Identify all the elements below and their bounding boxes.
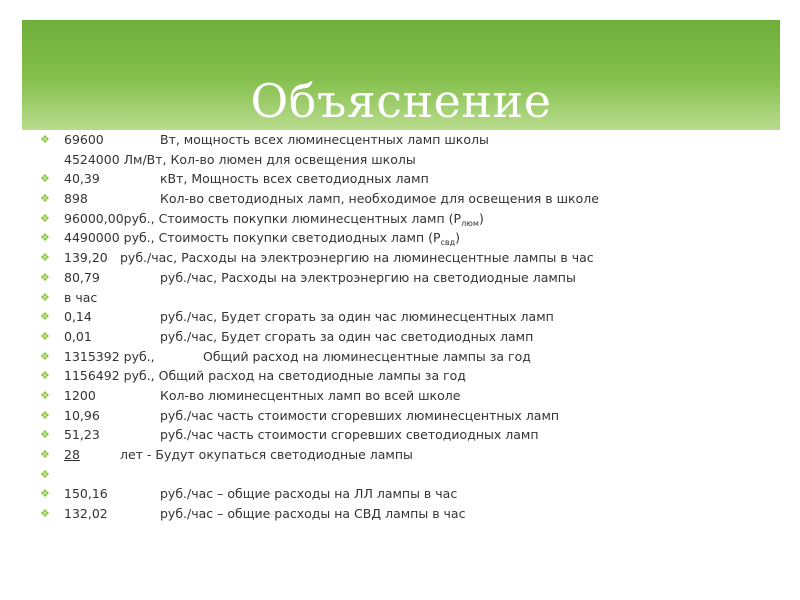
list-item [40,307,760,327]
list-item [40,504,760,524]
bullet-icon: ❖ [40,211,50,225]
list-item [40,189,760,209]
list-item [40,327,760,347]
item-description: Кол-во люминесцентных ламп во всей школе [160,387,461,403]
item-value: 40,39 [64,171,100,187]
item-value: 28 [64,447,80,462]
list-item [40,425,760,445]
list-item [40,130,760,150]
list-item [40,366,760,386]
item-value: 51,23 [64,427,100,443]
item-description: руб./час, Расходы на электроэнергию на светодиодные лампы [160,269,576,285]
item-description: Кол-во светодиодных ламп, необходимое для освещения в школе [160,191,599,207]
bullet-icon: ❖ [40,349,50,363]
item-value: 0,14 [64,309,92,325]
item-description: руб./час, Будет сгорать за один час светодиодных ламп [160,328,534,344]
item-description: лет - Будут окупаться светодиодные лампы [120,447,413,462]
list-item [40,347,760,367]
item-description: руб./час – общие расходы на ЛЛ лампы в час [160,486,458,502]
item-description: Вт, мощность всех люминесцентных ламп школы [160,132,489,147]
item-description: Общий расход на люминесцентные лампы за год [203,348,531,364]
bullet-icon: ❖ [40,428,50,442]
bullet-icon: ❖ [40,467,50,481]
list-item [40,406,760,426]
bullet-icon: ❖ [40,408,50,422]
list-item [40,248,760,268]
content-list [40,130,760,524]
list-item [40,209,760,229]
item-value: 150,16 [64,486,108,502]
bullet-icon: ❖ [40,231,50,245]
item-value: 10,96 [64,407,100,423]
item-text: в час [64,289,98,305]
item-description: руб./час, Расходы на электроэнергию на люминесцентные лампы в час [120,250,594,266]
item-description: руб./час часть стоимости сгоревших люминесцентных ламп [160,407,560,423]
list-item [40,288,760,308]
item-value: 1200 [64,387,96,403]
bullet-icon: ❖ [40,507,50,521]
item-value: 132,02 [64,506,108,522]
item-description: руб./час, Будет сгорать за один час люминесцентных ламп [160,309,554,325]
item-value: 0,01 [64,328,92,344]
item-value: 139,20 [64,250,108,266]
list-item [40,445,760,465]
bullet-icon: ❖ [40,310,50,324]
bullet-icon: ❖ [40,329,50,343]
item-value: 69600 [64,132,104,147]
item-text: 4490000 руб., Стоимость покупки светодиодных ламп $(P_{свд})$ [64,230,461,248]
list-item-empty [40,465,760,485]
bullet-icon: ❖ [40,270,50,284]
list-item [40,484,760,504]
slide-header [22,20,780,130]
list-item [40,228,760,248]
bullet-icon: ❖ [40,369,50,383]
bullet-icon: ❖ [40,251,50,265]
item-text: 1156492 руб., Общий расход на светодиодные лампы за год [64,368,466,384]
list-item [40,268,760,288]
slide-title: Объяснение [250,74,552,128]
bullet-icon: ❖ [40,133,50,146]
item-value: 1315392 руб., [64,348,155,364]
list-item [40,150,760,170]
bullet-icon: ❖ [40,290,50,304]
item-value: 80,79 [64,269,100,285]
item-text: 96000,00руб., Стоимость покупки люминесцентных ламп $(P_{люм})$ [64,210,484,228]
bullet-icon: ❖ [40,388,50,402]
bullet-icon: ❖ [40,448,50,461]
list-item [40,386,760,406]
item-text: 4524000 Лм/Вт, Кол-во люмен для освещения школы [64,151,416,167]
bullet-icon: ❖ [40,192,50,206]
item-description: руб./час – общие расходы на СВД лампы в час [160,506,466,522]
bullet-icon: ❖ [40,487,50,501]
bullet-icon: ❖ [40,172,50,186]
item-value: 898 [64,191,88,207]
list-item [40,169,760,189]
item-description: руб./час часть стоимости сгоревших светодиодных ламп [160,427,539,443]
item-description: кВт, Мощность всех светодиодных ламп [160,171,429,187]
